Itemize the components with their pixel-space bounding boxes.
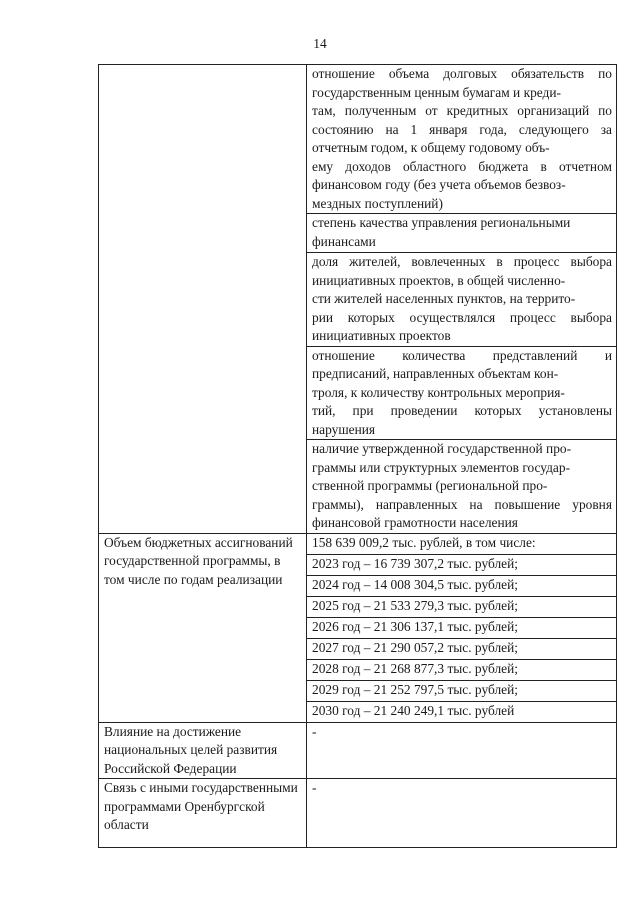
table-row (99, 779, 617, 848)
empty-label-cell (99, 65, 307, 534)
indicator-initiative-projects: доля жителей, вовлеченных в процесс выбора инициативных проектов, в общей численно- сти жителей населенных пунктов, на террито- рии которых осуществлялся процесс выбора инициативных проектов (307, 253, 617, 347)
indicator-debt-ratio: отношение объема долговых обязательств по государственным ценным бумагам и креди- там, полученным от кредитных организаций по состоянию на 1 января года, следующего за отчетным годом, к общему годовому объ- ему доходов областного бюджета в отчетном финансовом году (без учета объемов безвоз- мездных поступлений) (307, 65, 617, 214)
table-row (99, 722, 617, 779)
budget-year-2026: 2026 год – 21 306 137,1 тыс. рублей; (307, 617, 617, 638)
budget-year-2025: 2025 год – 21 533 279,3 тыс. рублей; (307, 596, 617, 617)
budget-year-2029: 2029 год – 21 252 797,5 тыс. рублей; (307, 680, 617, 701)
budget-year-2030: 2030 год – 21 240 249,1 тыс. рублей (307, 701, 617, 722)
passport-table (98, 64, 617, 848)
budget-year-2028: 2028 год – 21 268 877,3 тыс. рублей; (307, 659, 617, 680)
links-label: Связь с иными государственными программами Оренбургской области (99, 779, 307, 848)
influence-label: Влияние на достижение национальных целей развития Российской Федерации (99, 722, 307, 779)
budget-year-2027: 2027 год – 21 290 057,2 тыс. рублей; (307, 638, 617, 659)
indicator-control-measures: отношение количества представлений и предписаний, направленных объектам кон- троля, к количеству контрольных мероприя- тий, при проведении которых установлены нарушения (307, 346, 617, 440)
table-row (99, 65, 617, 214)
budget-year-2023: 2023 год – 16 739 307,2 тыс. рублей; (307, 554, 617, 575)
budget-year-2024: 2024 год – 14 008 304,5 тыс. рублей; (307, 575, 617, 596)
influence-value: - (307, 722, 617, 779)
indicator-finance-quality: степень качества управления региональными финансами (307, 214, 617, 253)
page-number: 14 (313, 36, 327, 51)
indicator-financial-literacy: наличие утвержденной государственной про- граммы или структурных элементов государ- ственной программы (региональной про- граммы), направленных на повышение уровня финансовой грамотности населения (307, 440, 617, 534)
budget-total: 158 639 009,2 тыс. рублей, в том числе: (307, 533, 617, 554)
table-row (99, 533, 617, 554)
budget-label: Объем бюджетных ассигнований государственной программы, в том числе по годам реализации (99, 533, 307, 722)
links-value: - (307, 779, 617, 848)
